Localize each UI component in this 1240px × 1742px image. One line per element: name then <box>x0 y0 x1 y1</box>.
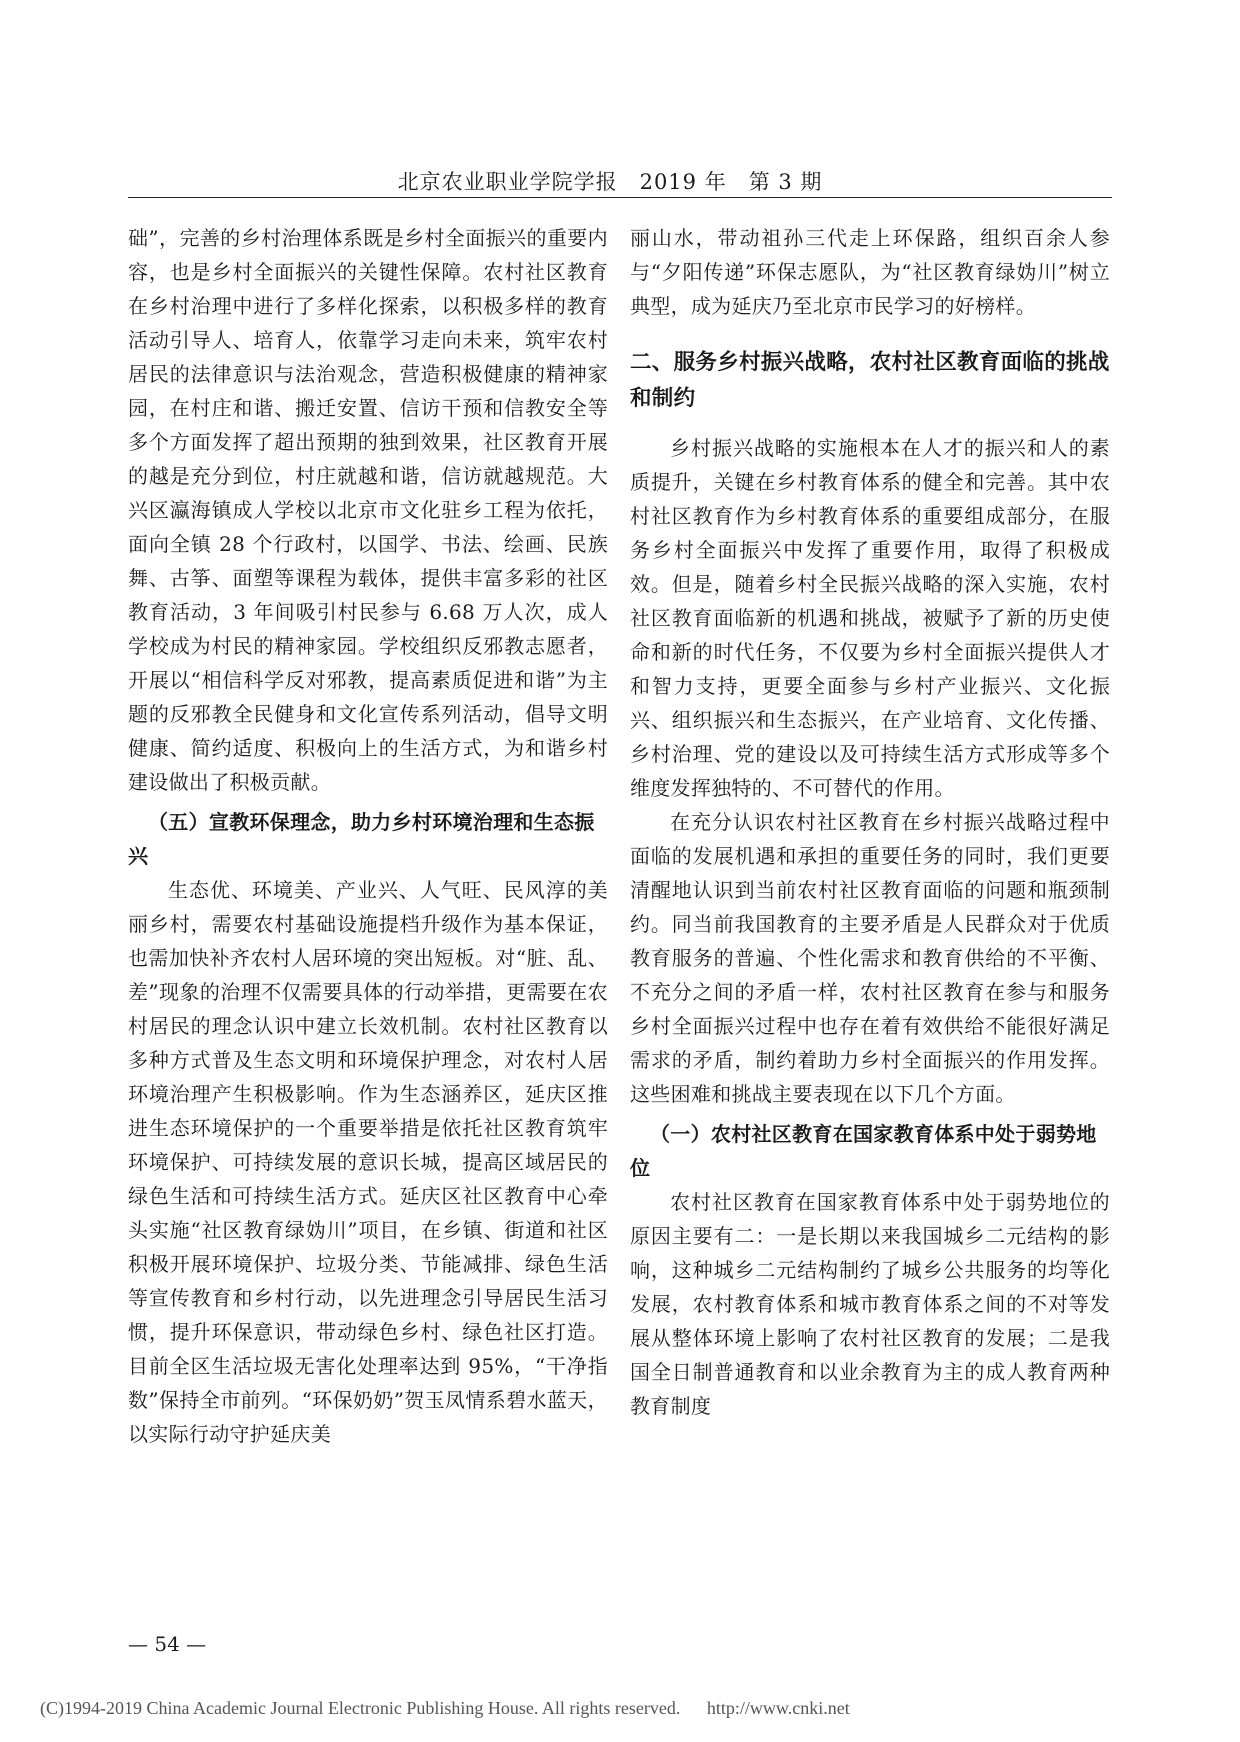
running-head: 北京农业职业学院学报 2019 年 第 3 期 <box>397 170 823 194</box>
copyright-text: (C)1994-2019 China Academic Journal Electronic Publishing House. All rights reserved. <box>40 1698 681 1718</box>
paragraph: 生态优、环境美、产业兴、人气旺、民风淳的美丽乡村，需要农村基础设施提档升级作为基本保证，也需加快补齐农村人居环境的突出短板。对“脏、乱、差”现象的治理不仅需要具体的行动举措，更需要在农村居民的理念认识中建立长效机制。农村社区教育以多种方式普及生态文明和环境保护理念，对农村人居环境治理产生积极影响。作为生态涵养区，延庆区推进生态环境保护的一个重要举措是依托社区教育筑牢环境保护、可持续发展的意识长城，提高区域居民的绿色生活和可持续生活方式。延庆区社区教育中心牵头实施“社区教育绿妫川”项目，在乡镇、街道和社区积极开展环境保护、垃圾分类、节能减排、绿色生活等宣传教育和乡村行动，以先进理念引导居民生活习惯，提升环保意识，带动绿色乡村、绿色社区打造。目前全区生活垃圾无害化处理率达到 95%，“干净指数”保持全市前列。“环保奶奶”贺玉凤情系碧水蓝天，以实际行动守护延庆美 <box>128 878 608 1446</box>
paragraph: 在充分认识农村社区教育在乡村振兴战略过程中面临的发展机遇和承担的重要任务的同时，我们更要清醒地认识到当前农村社区教育面临的问题和瓶颈制约。同当前我国教育的主要矛盾是人民群众对于优质教育服务的普遍、个性化需求和教育供给的不平衡、不充分之间的矛盾一样，农村社区教育在参与和服务乡村全面振兴过程中也存在着有效供给不能很好满足需求的矛盾，制约着助力乡村全面振兴的作用发挥。这些困难和挑战主要表现在以下几个方面。 <box>630 810 1110 1106</box>
section-heading: 二、服务乡村振兴战略，农村社区教育面临的挑战和制约 <box>630 350 1110 411</box>
paragraph: 农村社区教育在国家教育体系中处于弱势地位的原因主要有二：一是长期以来我国城乡二元结构的影响，这种城乡二元结构制约了城乡公共服务的均等化发展，农村教育体系和城市教育体系之间的不对等发展从整体环境上影响了农村社区教育的发展；二是我国全日制普通教育和以业余教育为主的成人教育两种教育制度 <box>630 1190 1110 1418</box>
page-number: — 54 — <box>128 1632 207 1656</box>
right-column <box>630 221 1110 1423</box>
paragraph: 乡村振兴战略的实施根本在人才的振兴和人的素质提升，关键在乡村教育体系的健全和完善。其中农村社区教育作为乡村教育体系的重要组成部分，在服务乡村全面振兴中发挥了重要作用，取得了积极成效。但是，随着乡村全民振兴战略的深入实施，农村社区教育面临新的机遇和挑战，被赋予了新的历史使命和新的时代任务，不仅要为乡村全面振兴提供人才和智力支持，更要全面参与乡村产业振兴、文化振兴、组织振兴和生态振兴，在产业培育、文化传播、乡村治理、党的建设以及可持续生活方式形成等多个维度发挥独特的、不可替代的作用。 <box>630 436 1110 800</box>
paragraph: 丽山水，带动祖孙三代走上环保路，组织百余人参与“夕阳传递”环保志愿队，为“社区教育绿妫川”树立典型，成为延庆乃至北京市民学习的好榜样。 <box>630 226 1110 318</box>
copyright-line <box>40 1698 850 1719</box>
header-rule <box>128 197 1112 198</box>
section-heading: （五）宣教环保理念，助力乡村环境治理和生态振兴 <box>128 810 595 868</box>
subsection-heading: （一）农村社区教育在国家教育体系中处于弱势地位 <box>630 1122 1097 1180</box>
paragraph: 础”，完善的乡村治理体系既是乡村全面振兴的重要内容，也是乡村全面振兴的关键性保障。农村社区教育在乡村治理中进行了多样化探索，以积极多样的教育活动引导人、培育人，依靠学习走向未来，筑牢农村居民的法律意识与法治观念，营造积极健康的精神家园，在村庄和谐、搬迁安置、信访干预和信教安全等多个方面发挥了超出预期的独到效果，社区教育开展的越是充分到位，村庄就越和谐，信访就越规范。大兴区瀛海镇成人学校以北京市文化驻乡工程为依托，面向全镇 28 个行政村，以国学、书法、绘画、民族舞、古筝、面塑等课程为载体，提供丰富多彩的社区教育活动，3 年间吸引村民参与 6.68 万人次，成人学校成为村民的精神家园。学校组织反邪教志愿者，开展以“相信科学反对邪教，提高素质促进和谐”为主题的反邪教全民健身和文化宣传系列活动，倡导文明健康、简约适度、积极向上的生活方式，为和谐乡村建设做出了积极贡献。 <box>128 226 608 794</box>
left-column <box>128 221 608 1451</box>
cnki-link[interactable]: http://www.cnki.net <box>706 1698 850 1718</box>
